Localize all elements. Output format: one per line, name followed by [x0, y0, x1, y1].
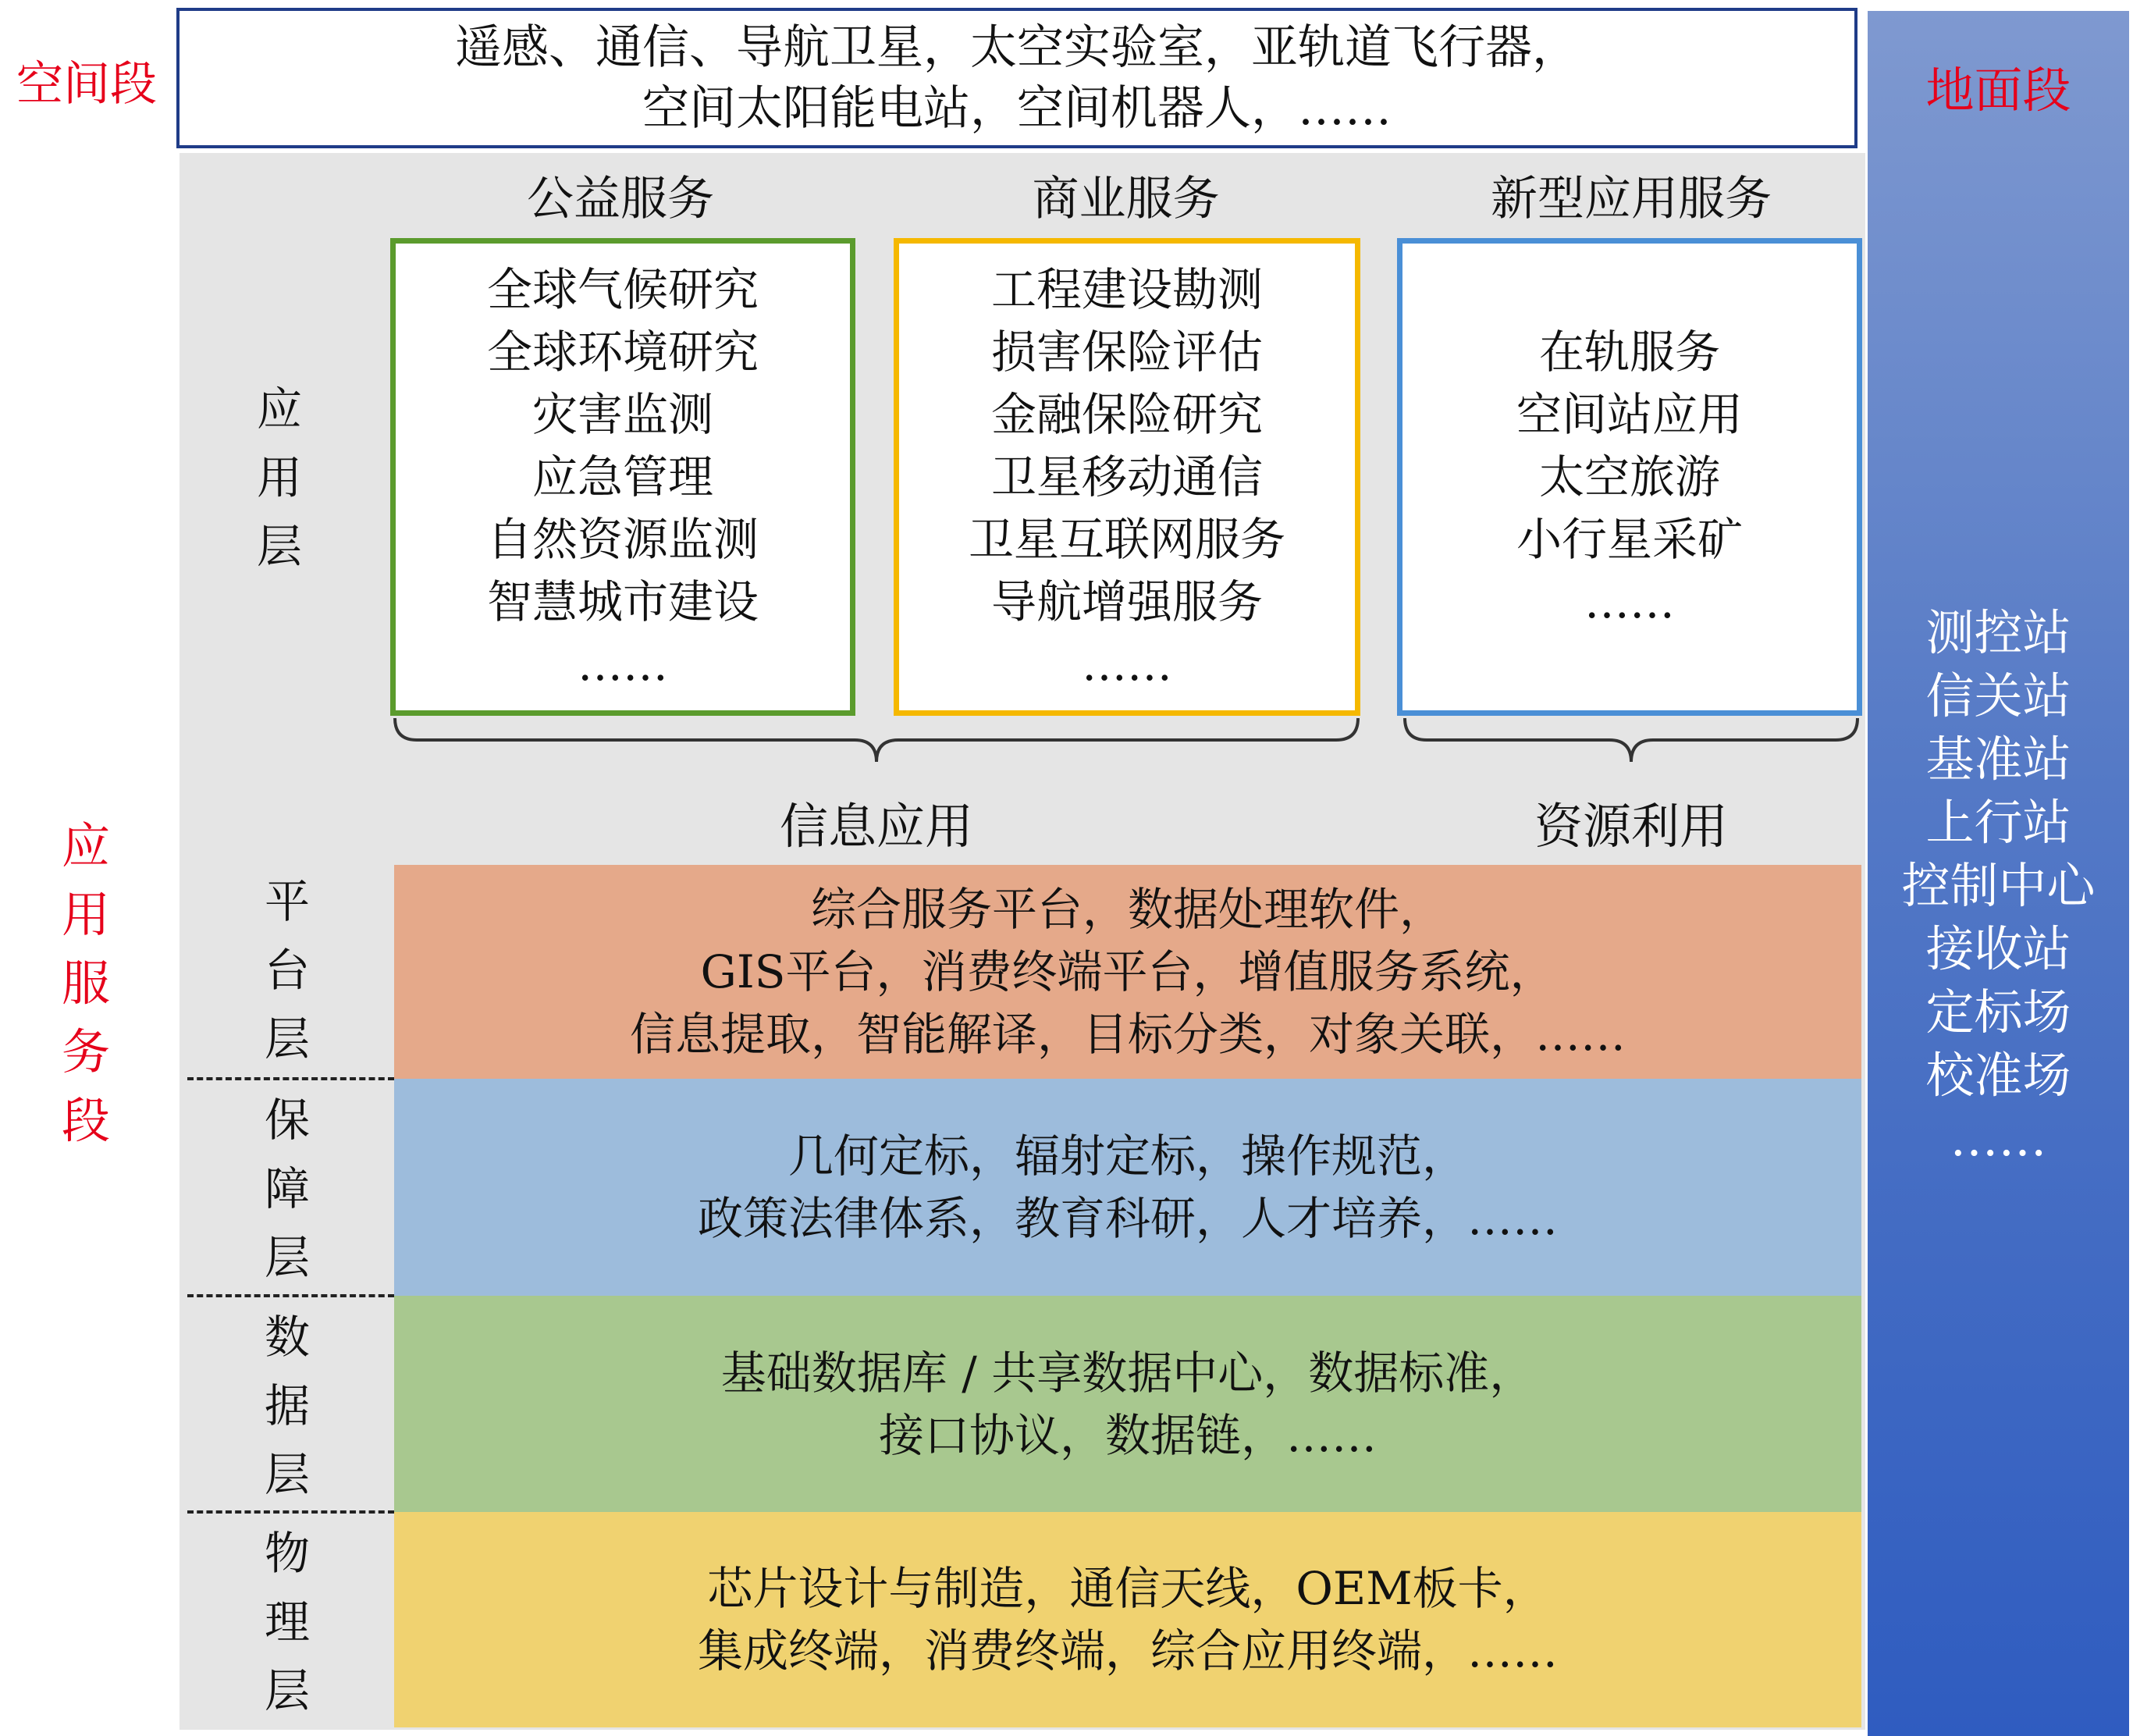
data-layer-band: [394, 1296, 1861, 1512]
service-item: ……: [1584, 575, 1675, 628]
label-char: 段: [61, 1092, 110, 1149]
label-char: 层: [264, 1447, 310, 1501]
label-char: 平: [264, 874, 310, 928]
info-brace: [395, 718, 1358, 762]
support-layer-label: [244, 1081, 330, 1296]
category-title-new: 新型应用服务: [1491, 172, 1772, 226]
band-line: GIS平台，消费终端平台，增值服务系统，: [700, 945, 1555, 998]
service-item: ……: [578, 638, 668, 691]
support-layer-band: [394, 1079, 1861, 1296]
label-char: 应: [61, 817, 110, 874]
resource-utilization-label: 资源利用: [1534, 797, 1728, 855]
layer-separator: [187, 1294, 394, 1297]
platform-layer-label: [244, 863, 330, 1077]
label-char: 保: [264, 1093, 310, 1147]
label-char: 据: [264, 1378, 310, 1432]
ground-item: 校准场: [1925, 1047, 2071, 1104]
label-char: 层: [264, 1663, 310, 1717]
ground-segment-label: 地面段: [1925, 61, 2071, 119]
band-line: 几何定标，辐射定标，操作规范，: [787, 1129, 1467, 1183]
label-char: 服: [61, 955, 110, 1012]
label-char: 理: [264, 1595, 310, 1649]
ground-item: 基准站: [1925, 731, 2071, 788]
label-char: 层: [264, 1230, 310, 1284]
label-char: 台: [264, 943, 310, 997]
service-item: 太空旅游: [1538, 450, 1720, 503]
service-item: 工程建设勘测: [990, 263, 1263, 316]
label-char: 障: [264, 1161, 310, 1215]
label-char: 层: [256, 520, 302, 573]
data-layer-label: [244, 1298, 330, 1513]
service-item: 小行星采矿: [1516, 513, 1743, 566]
ground-item: 接收站: [1925, 920, 2071, 977]
label-char: 数: [264, 1310, 310, 1364]
label-char: 物: [264, 1526, 310, 1580]
ground-item: 定标场: [1925, 984, 2071, 1041]
category-title-commercial: 商业服务: [1032, 172, 1220, 226]
space-segment-line: 遥感、通信、导航卫星，太空实验室，亚轨道飞行器，: [455, 20, 1579, 75]
label-char: 用: [256, 451, 302, 504]
service-item: ……: [1082, 638, 1172, 691]
band-line: 接口协议，数据链，……: [878, 1408, 1377, 1462]
ground-item: 信关站: [1925, 667, 2071, 724]
ground-item: 控制中心: [1901, 857, 2096, 914]
layer-separator: [187, 1510, 394, 1514]
ground-item: 上行站: [1925, 794, 2071, 851]
band-line: 集成终端，消费终端，综合应用终端，……: [697, 1624, 1558, 1677]
band-line: 芯片设计与制造，通信天线，OEM板卡，: [707, 1562, 1548, 1615]
service-item: 卫星移动通信: [990, 450, 1263, 503]
physical-layer-band: [394, 1512, 1861, 1727]
service-item: 在轨服务: [1538, 326, 1720, 379]
service-item: 损害保险评估: [990, 326, 1263, 379]
info-application-label: 信息应用: [779, 797, 973, 855]
space-segment-line: 空间太阳能电站，空间机器人，……: [642, 81, 1392, 136]
service-item: 全球环境研究: [486, 326, 759, 379]
service-item: 自然资源监测: [486, 513, 759, 566]
service-item: 导航增强服务: [990, 575, 1263, 628]
band-line: 综合服务平台，数据处理软件，: [810, 883, 1445, 936]
service-item: 金融保险研究: [990, 388, 1263, 441]
platform-layer-band: [394, 865, 1861, 1079]
category-title-public: 公益服务: [527, 172, 714, 226]
label-char: 务: [61, 1023, 110, 1080]
label-char: 层: [264, 1012, 310, 1065]
label-char: 用: [61, 886, 110, 943]
service-item: 智慧城市建设: [486, 575, 759, 628]
service-item: 灾害监测: [531, 388, 713, 441]
band-line: 信息提取，智能解译，目标分类，对象关联，……: [629, 1008, 1626, 1061]
service-item: 空间站应用: [1516, 388, 1743, 441]
ground-item: ……: [1950, 1110, 2047, 1167]
service-item: 卫星互联网服务: [968, 513, 1285, 566]
service-item: 全球气候研究: [486, 263, 759, 316]
space-segment-label: 空间段: [16, 57, 157, 112]
physical-layer-label: [244, 1514, 330, 1729]
ground-item: 测控站: [1925, 604, 2071, 661]
band-line: 政策法律体系，教育科研，人才培养，……: [697, 1192, 1558, 1245]
resource-brace: [1405, 718, 1857, 762]
label-char: 应: [256, 382, 302, 436]
band-line: 基础数据库 / 共享数据中心，数据标准，: [720, 1346, 1535, 1400]
service-item: 应急管理: [531, 450, 713, 503]
layer-separator: [187, 1077, 394, 1080]
